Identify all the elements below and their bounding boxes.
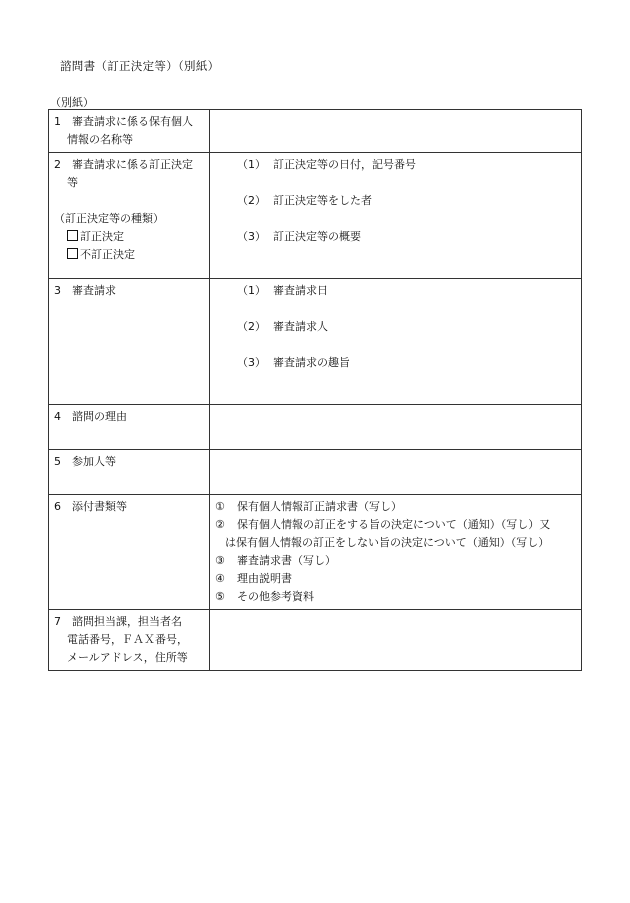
attachment-item-3: ③ 審査請求書（写し） [215, 554, 336, 567]
row4-label-cell [49, 405, 210, 450]
row3-value-cell [210, 279, 582, 405]
row3-item-2: （2） 審査請求人 [237, 320, 328, 333]
attachment-item-4: ④ 理由説明書 [215, 572, 292, 585]
row1-label-line1: 審査請求に係る保有個人 [72, 115, 193, 128]
row6-label-cell [49, 495, 210, 610]
row4-number: 4 [54, 410, 61, 423]
row-consultation-reason [49, 405, 582, 450]
attachment-label: （別紙） [50, 96, 94, 109]
decision-kind-heading: （訂正決定等の種類） [54, 212, 164, 225]
row1-label-cell [49, 110, 210, 153]
row3-number: 3 [54, 284, 61, 297]
row6-label: 添付書類等 [72, 500, 127, 513]
row-attachments [49, 495, 582, 610]
row7-number: 7 [54, 615, 61, 628]
document-title: 諮問書（訂正決定等）（別紙） [60, 59, 220, 73]
checkbox-icon[interactable] [67, 248, 78, 259]
row-contact-info [49, 610, 582, 671]
row2-item-2: （2） 訂正決定等をした者 [237, 194, 372, 207]
attachment-item-2: ② 保有個人情報の訂正をする旨の決定について（通知）（写し）又 [215, 518, 551, 531]
row4-label: 諮問の理由 [72, 410, 127, 423]
row5-number: 5 [54, 455, 61, 468]
row5-label-cell [49, 450, 210, 495]
attachment-item-2-cont: は保有個人情報の訂正をしない旨の決定について（通知）（写し） [225, 536, 550, 549]
row1-number: 1 [54, 115, 61, 128]
row-correction-decision [49, 153, 582, 279]
option-non-correction-decision[interactable]: 不訂正決定 [54, 246, 204, 264]
row2-label-cell [49, 153, 210, 279]
row3-item-1: （1） 審査請求日 [237, 284, 328, 297]
row7-label-cell [49, 610, 210, 671]
attachment-item-5: ⑤ その他参考資料 [215, 590, 314, 603]
row3-item-3: （3） 審査請求の趣旨 [237, 356, 350, 369]
row3-label: 審査請求 [72, 284, 116, 297]
row2-value-cell [210, 153, 582, 279]
row5-label: 参加人等 [72, 455, 116, 468]
row1-value-cell[interactable] [210, 110, 582, 153]
row7-value-cell[interactable] [210, 610, 582, 671]
row7-label-line1: 諮問担当課，担当者名 [72, 615, 182, 628]
petition-form-table [48, 109, 582, 671]
row2-label-line2: 等 [67, 176, 78, 189]
row5-value-cell[interactable] [210, 450, 582, 495]
row6-number: 6 [54, 500, 61, 513]
row2-label-line1: 審査請求に係る訂正決定 [72, 158, 193, 171]
row-review-request [49, 279, 582, 405]
row7-label-line3: メールアドレス，住所等 [67, 651, 188, 664]
row2-item-3: （3） 訂正決定等の概要 [237, 230, 361, 243]
checkbox-icon[interactable] [67, 230, 78, 241]
row-personal-info-name [49, 110, 582, 153]
row-participants [49, 450, 582, 495]
attachment-item-1: ① 保有個人情報訂正請求書（写し） [215, 500, 402, 513]
row6-value-cell [210, 495, 582, 610]
row2-item-1: （1） 訂正決定等の日付，記号番号 [237, 158, 416, 171]
row4-value-cell[interactable] [210, 405, 582, 450]
option-correction-decision[interactable]: 訂正決定 [54, 228, 204, 246]
row3-label-cell [49, 279, 210, 405]
row1-label-line2: 情報の名称等 [67, 133, 133, 146]
row7-label-line2: 電話番号，ＦＡＸ番号， [67, 633, 188, 646]
row2-number: 2 [54, 158, 61, 171]
